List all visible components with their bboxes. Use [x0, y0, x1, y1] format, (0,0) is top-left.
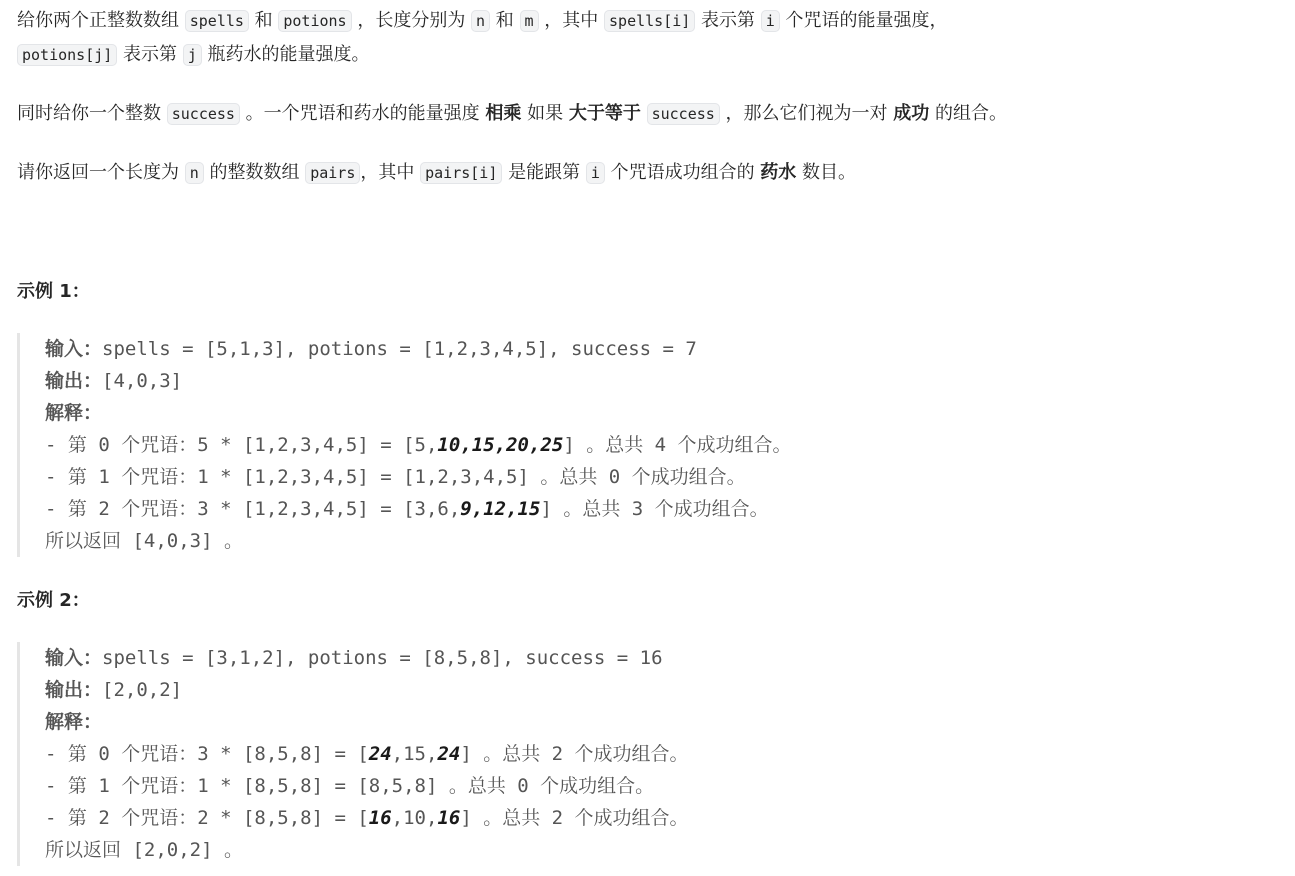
bold-text: 大于等于 — [568, 103, 641, 124]
emphasized-value: 16 — [437, 807, 461, 829]
emphasized-separator: , — [506, 498, 518, 520]
emphasized-value: 10 — [437, 434, 461, 456]
example-input-line — [45, 642, 1245, 674]
step-text: ] 。总共 3 个成功组合。 — [540, 498, 769, 520]
intro-text: 和 — [248, 10, 279, 31]
success-text: ，那么它们视为一对 — [719, 103, 894, 124]
return-text: 个咒语成功组合的 — [604, 162, 761, 183]
return-paragraph — [17, 156, 856, 190]
inline-code: m — [520, 10, 539, 32]
input-label: 输入： — [45, 338, 103, 360]
inline-code: n — [185, 162, 204, 184]
input-value: spells = [5,1,3], potions = [1,2,3,4,5], success = 7 — [102, 338, 697, 360]
inline-code: pairs[i] — [420, 162, 502, 184]
step-text: ,10, — [391, 807, 438, 829]
intro-text: ，长度分别为 — [351, 10, 472, 31]
inline-code: success — [167, 103, 240, 125]
step-text: ] 。总共 2 个成功组合。 — [460, 807, 689, 829]
emphasized-value: 24 — [368, 743, 392, 765]
inline-code: spells[i] — [604, 10, 695, 32]
step-text: - 第 2 个咒语：3 * [1,2,3,4,5] = [3,6, — [45, 498, 461, 520]
emphasized-value: 15 — [471, 434, 495, 456]
emphasized-value: 16 — [368, 807, 392, 829]
example-2-block — [17, 642, 1245, 866]
input-label: 输入： — [45, 647, 103, 669]
intro-text: 给你两个正整数数组 — [17, 10, 185, 31]
return-text: 请你返回一个长度为 — [17, 162, 185, 183]
inline-code: j — [183, 44, 202, 66]
output-value: [4,0,3] — [102, 370, 183, 392]
bold-text: 药水 — [760, 162, 797, 183]
return-text: ，其中 — [360, 162, 421, 183]
bold-text: 相乘 — [485, 103, 522, 124]
step-text: ,15, — [391, 743, 438, 765]
example-2-title: 示例 2： — [17, 590, 90, 611]
emphasized-value: 9 — [460, 498, 472, 520]
output-value: [2,0,2] — [102, 679, 183, 701]
explain-step: - 第 1 个咒语：1 * [1,2,3,4,5] = [1,2,3,4,5] 。总共 0 个成功组合。 — [45, 466, 746, 488]
emphasized-value: 20 — [506, 434, 529, 456]
example-input-line — [45, 333, 1245, 365]
inline-code: i — [761, 10, 780, 32]
step-text: ] 。总共 4 个成功组合。 — [563, 434, 792, 456]
intro-text: 瓶药水的能量强度。 — [201, 44, 370, 65]
explain-step: - 第 1 个咒语：1 * [8,5,8] = [8,5,8] 。总共 0 个成功组合。 — [45, 775, 655, 797]
success-paragraph — [17, 97, 1007, 131]
explain-step — [45, 802, 1245, 834]
explain-step — [45, 493, 1245, 525]
emphasized-value: 12 — [483, 498, 507, 520]
emphasized-separator: , — [494, 434, 507, 456]
intro-text: ，其中 — [538, 10, 605, 31]
inline-code: success — [647, 103, 720, 125]
intro-text: 个咒语的能量强度， — [779, 10, 948, 31]
inline-code: potions — [278, 10, 351, 32]
intro-paragraph — [17, 4, 948, 72]
conclusion-line: 所以返回 [2,0,2] 。 — [45, 839, 243, 861]
success-text: 同时给你一个整数 — [17, 103, 167, 124]
example-1-title: 示例 1： — [17, 281, 90, 302]
return-text: 的整数数组 — [203, 162, 306, 183]
inline-code: spells — [185, 10, 249, 32]
explain-label: 解释： — [45, 402, 103, 424]
inline-code: n — [471, 10, 490, 32]
emphasized-separator: , — [471, 498, 484, 520]
example-explain-line — [45, 706, 1245, 738]
inline-code: i — [586, 162, 605, 184]
emphasized-value: 24 — [437, 743, 461, 765]
emphasized-separator: , — [529, 434, 541, 456]
example-output-line — [45, 365, 1245, 397]
conclusion-line: 所以返回 [4,0,3] 。 — [45, 530, 243, 552]
output-label: 输出： — [45, 679, 103, 701]
output-label: 输出： — [45, 370, 103, 392]
example-1-block — [17, 333, 1245, 557]
bold-text: 成功 — [893, 103, 930, 124]
emphasized-value: 15 — [517, 498, 541, 520]
explain-label: 解释： — [45, 711, 103, 733]
return-text: 是能跟第 — [502, 162, 586, 183]
emphasized-value: 25 — [540, 434, 564, 456]
return-text: 数目。 — [796, 162, 857, 183]
explain-step — [45, 738, 1245, 770]
step-text: - 第 0 个咒语：3 * [8,5,8] = [ — [45, 743, 369, 765]
success-text — [641, 103, 647, 124]
intro-text: 和 — [490, 10, 520, 31]
step-text: - 第 0 个咒语：5 * [1,2,3,4,5] = [5, — [45, 434, 438, 456]
emphasized-separator: , — [460, 434, 472, 456]
example-output-line — [45, 674, 1245, 706]
explain-step — [45, 429, 1245, 461]
example-explain-line — [45, 397, 1245, 429]
intro-text: 表示第 — [117, 44, 183, 65]
inline-code: pairs — [305, 162, 360, 184]
step-text: ] 。总共 2 个成功组合。 — [460, 743, 689, 765]
intro-text: 表示第 — [695, 10, 761, 31]
inline-code: potions[j] — [17, 44, 117, 66]
success-text: 如果 — [521, 103, 569, 124]
success-text: 的组合。 — [929, 103, 1007, 124]
step-text: - 第 2 个咒语：2 * [8,5,8] = [ — [45, 807, 369, 829]
success-text: 。一个咒语和药水的能量强度 — [239, 103, 486, 124]
input-value: spells = [3,1,2], potions = [8,5,8], success = 16 — [102, 647, 663, 669]
